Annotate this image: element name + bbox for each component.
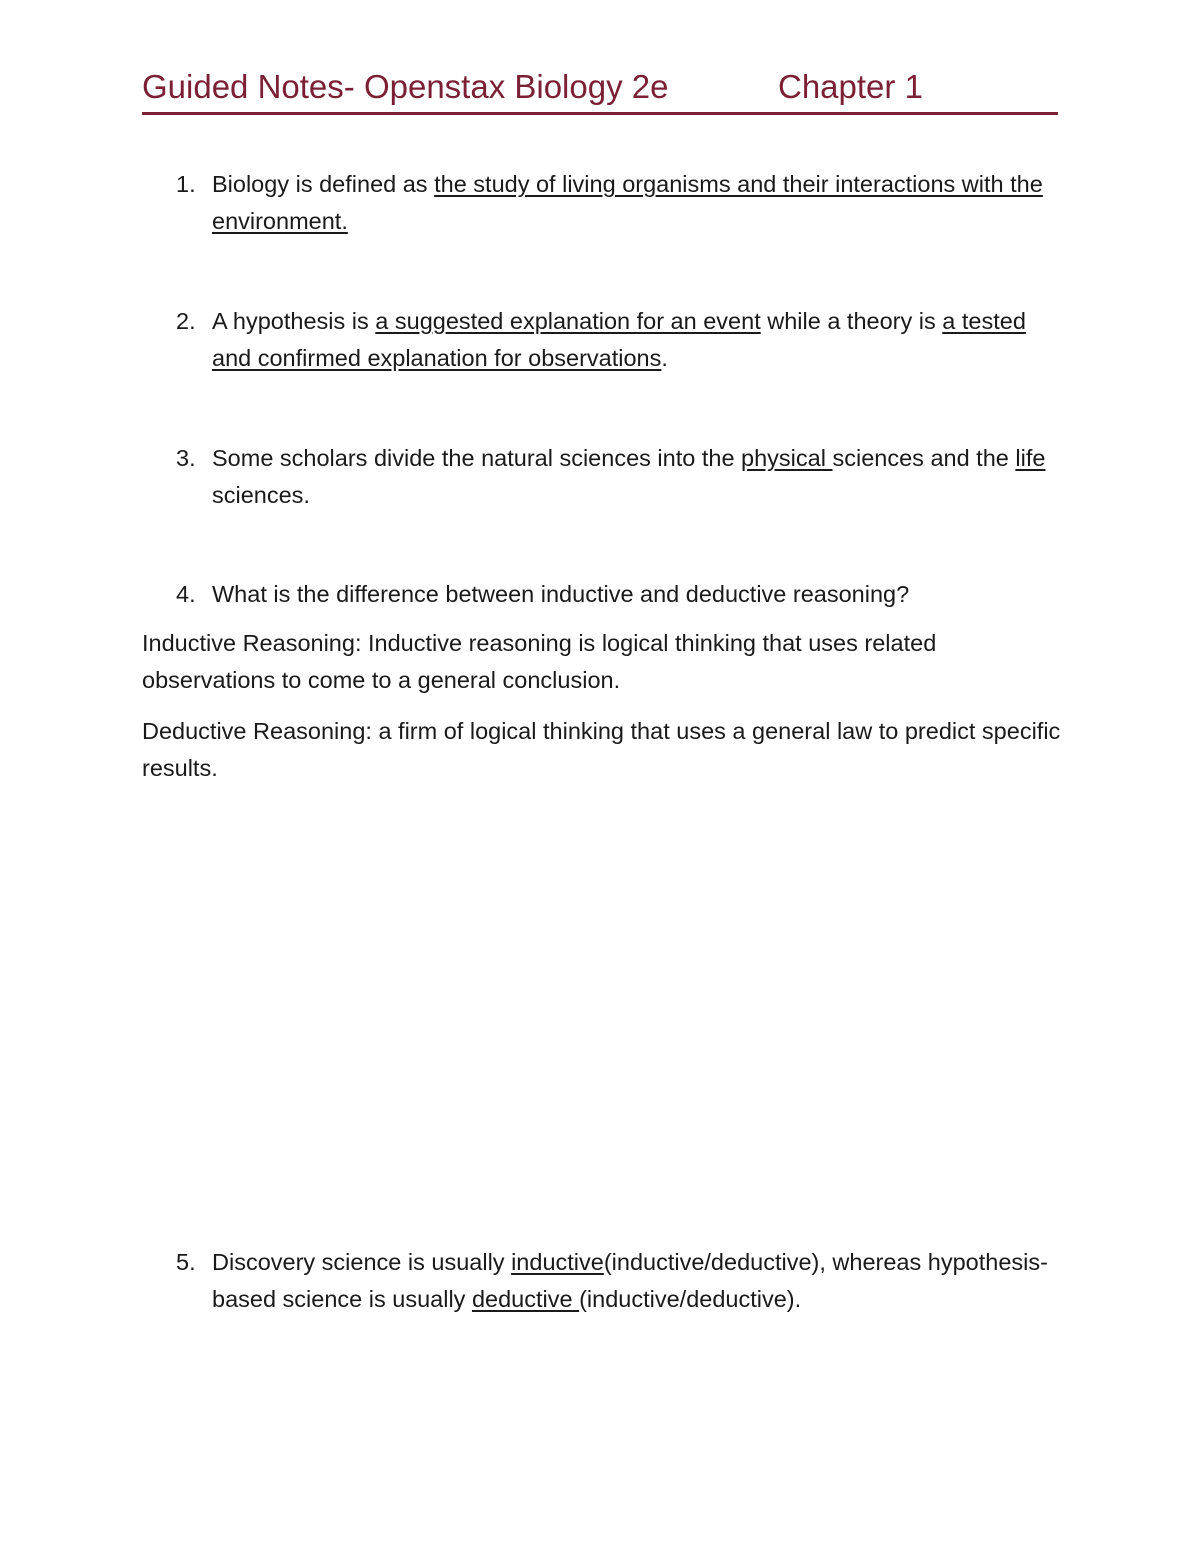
answer-text: deductive <box>471 1286 580 1312</box>
question-text: What is the difference between inductive and deductive reasoning? <box>212 581 910 607</box>
question-number: 2. <box>176 308 196 334</box>
question-3 <box>142 440 1072 514</box>
chapter-label: Chapter 1 <box>778 68 923 105</box>
page-title: Guided Notes- Openstax Biology 2e <box>142 68 669 105</box>
answer-text: the study of living organisms and their interactions with the environment. <box>212 171 1043 234</box>
prompt-text: (inductive/deductive). <box>579 1286 802 1312</box>
page-header <box>142 64 1058 115</box>
answer-text: inductive <box>511 1249 604 1275</box>
prompt-text: . <box>661 345 668 371</box>
prompt-text: (inductive/deductive), whereas hypothesis-based science is usually <box>212 1249 1048 1312</box>
question-5 <box>142 1244 1072 1318</box>
question-text <box>212 1244 1062 1318</box>
answer-text: a tested and confirmed explanation for observations <box>212 308 1026 371</box>
prompt-text: sciences and the <box>832 445 1016 471</box>
prompt-text: Biology is defined as <box>212 171 435 197</box>
prompt-text: Some scholars divide the natural sciences into the <box>212 445 742 471</box>
question-2 <box>142 303 1072 377</box>
question-4 <box>142 576 1072 613</box>
question-number: 3. <box>176 445 196 471</box>
inductive-definition: Inductive Reasoning: Inductive reasoning is logical thinking that uses related observations to come to a general conclusion. <box>142 630 937 693</box>
answer-text: a suggested explanation for an event <box>375 308 761 334</box>
question-1 <box>142 166 1072 240</box>
question-text <box>212 440 1062 514</box>
deductive-definition: Deductive Reasoning: a firm of logical thinking that uses a general law to predict specific results. <box>142 718 1061 781</box>
prompt-text: Discovery science is usually <box>212 1249 512 1275</box>
prompt-text: sciences. <box>212 482 310 508</box>
question-number: 4. <box>176 581 196 607</box>
prompt-text: A hypothesis is <box>212 308 376 334</box>
question-text <box>212 166 1062 240</box>
answer-text: physical <box>741 445 833 471</box>
question-text <box>212 303 1062 377</box>
answer-text: life <box>1015 445 1046 471</box>
prompt-text: while a theory is <box>760 308 943 334</box>
question-number: 5. <box>176 1249 196 1275</box>
question-number: 1. <box>176 171 196 197</box>
